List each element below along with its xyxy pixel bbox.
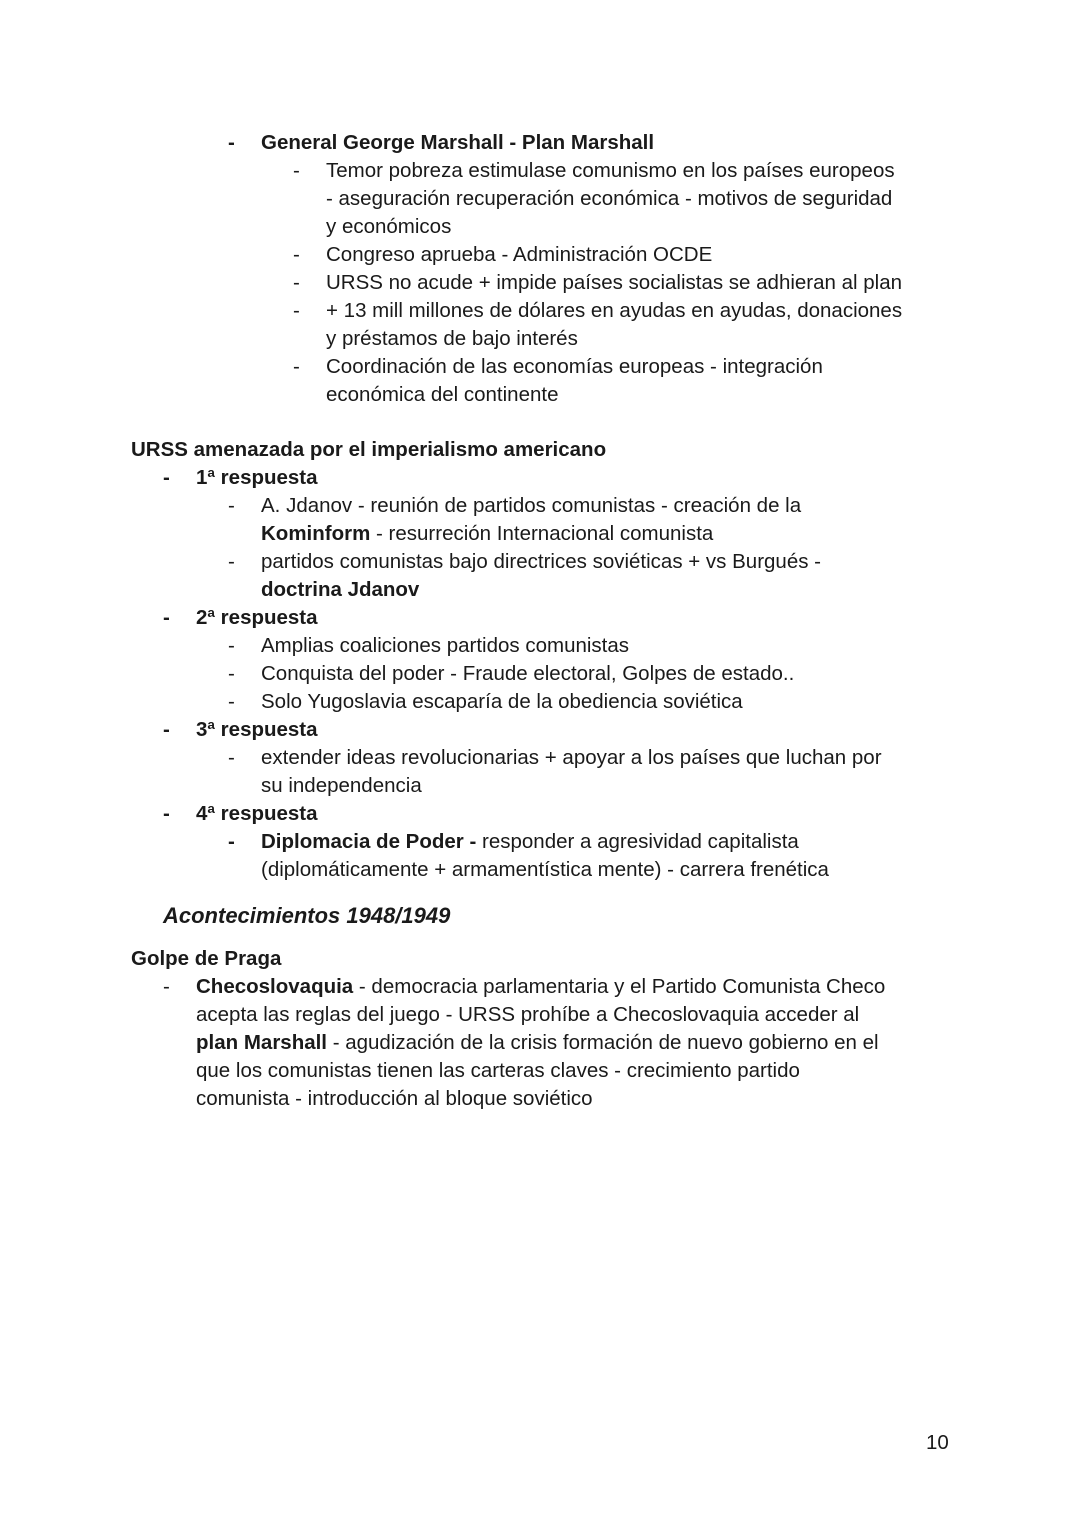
marshall-bullet-5-line-2: económica del continente bbox=[326, 383, 559, 406]
bullet-dash: - bbox=[163, 802, 170, 825]
bullet-dash: - bbox=[163, 606, 170, 629]
praga-line-3 bbox=[196, 1029, 879, 1057]
praga-heading: Golpe de Praga bbox=[131, 947, 282, 970]
praga-line-5: comunista - introducción al bloque soviético bbox=[196, 1087, 593, 1110]
marshall-bullet-2: Congreso aprueba - Administración OCDE bbox=[326, 243, 713, 266]
response-1-item-1-line-1: A. Jdanov - reunión de partidos comunistas - creación de la bbox=[261, 494, 802, 517]
response-4-item-1-line-2: (diplomáticamente + armamentística mente) - carrera frenética bbox=[261, 858, 829, 881]
bullet-dash: - bbox=[293, 243, 300, 266]
praga-line-1 bbox=[196, 973, 885, 1001]
marshall-bullet-5-line-1: Coordinación de las economías europeas - integración bbox=[326, 355, 823, 378]
bullet-dash: - bbox=[228, 746, 235, 769]
checoslovaquia-term: Checoslovaquia bbox=[196, 975, 354, 998]
response-3-label: 3ª respuesta bbox=[196, 718, 318, 741]
bullet-dash: - bbox=[163, 718, 170, 741]
response-3-item-1-line-2: su independencia bbox=[261, 774, 422, 797]
response-2-item-2: Conquista del poder - Fraude electoral, Golpes de estado.. bbox=[261, 662, 795, 685]
marshall-bullet-3: URSS no acude + impide países socialistas se adhieran al plan bbox=[326, 271, 903, 294]
marshall-bullet-1-line-3: y económicos bbox=[326, 215, 452, 238]
bullet-dash: - bbox=[228, 131, 235, 154]
response-1-item-2-line-1: partidos comunistas bajo directrices soviéticas + vs Burgués - bbox=[261, 550, 822, 573]
marshall-heading: General George Marshall - Plan Marshall bbox=[261, 131, 655, 154]
bullet-dash: - bbox=[228, 634, 235, 657]
bullet-dash: - bbox=[228, 494, 235, 517]
response-4-label: 4ª respuesta bbox=[196, 802, 318, 825]
praga-line-4: que los comunistas tienen las carteras claves - crecimiento partido bbox=[196, 1059, 800, 1082]
diplomacia-term: Diplomacia de Poder - bbox=[261, 830, 477, 853]
marshall-bullet-4-line-2: y préstamos de bajo interés bbox=[326, 327, 578, 350]
response-1-item-1-line-2 bbox=[261, 520, 713, 548]
response-3-item-1-line-1: extender ideas revolucionarias + apoyar a los países que luchan por bbox=[261, 746, 882, 769]
praga-line-2: acepta las reglas del juego - URSS prohíbe a Checoslovaquia acceder al bbox=[196, 1003, 860, 1026]
response-2-item-1: Amplias coaliciones partidos comunistas bbox=[261, 634, 630, 657]
marshall-bullet-1-line-2: - aseguración recuperación económica - motivos de seguridad bbox=[326, 187, 893, 210]
bullet-dash: - bbox=[228, 662, 235, 685]
response-4-item-1-line-1 bbox=[261, 828, 799, 856]
bullet-dash: - bbox=[163, 466, 170, 489]
plan-marshall-term: plan Marshall bbox=[196, 1031, 328, 1054]
bullet-dash: - bbox=[293, 355, 300, 378]
bullet-dash: - bbox=[163, 975, 170, 998]
response-1-item-1-rest: - resurreción Internacional comunista bbox=[370, 522, 714, 545]
kominform-term: Kominform bbox=[261, 522, 371, 545]
response-1-label: 1ª respuesta bbox=[196, 466, 318, 489]
praga-line-3-rest: - agudización de la crisis formación de nuevo gobierno en el bbox=[327, 1031, 879, 1054]
marshall-bullet-1-line-1: Temor pobreza estimulase comunismo en los países europeos bbox=[326, 159, 895, 182]
bullet-dash: - bbox=[228, 690, 235, 713]
bullet-dash: - bbox=[293, 159, 300, 182]
doctrina-jdanov-term: doctrina Jdanov bbox=[261, 578, 420, 601]
bullet-dash: - bbox=[293, 271, 300, 294]
praga-line-1-rest: - democracia parlamentaria y el Partido Comunista Checo bbox=[353, 975, 886, 998]
events-heading: Acontecimientos 1948/1949 bbox=[163, 903, 451, 928]
response-2-item-3: Solo Yugoslavia escaparía de la obediencia soviética bbox=[261, 690, 743, 713]
page-number: 10 bbox=[926, 1431, 949, 1454]
urss-heading: URSS amenazada por el imperialismo americano bbox=[131, 438, 607, 461]
response-4-item-1-rest: responder a agresividad capitalista bbox=[476, 830, 799, 853]
bullet-dash: - bbox=[228, 550, 235, 573]
response-2-label: 2ª respuesta bbox=[196, 606, 318, 629]
bullet-dash: - bbox=[293, 299, 300, 322]
marshall-bullet-4-line-1: + 13 mill millones de dólares en ayudas en ayudas, donaciones bbox=[326, 299, 903, 322]
bullet-dash: - bbox=[228, 830, 235, 853]
